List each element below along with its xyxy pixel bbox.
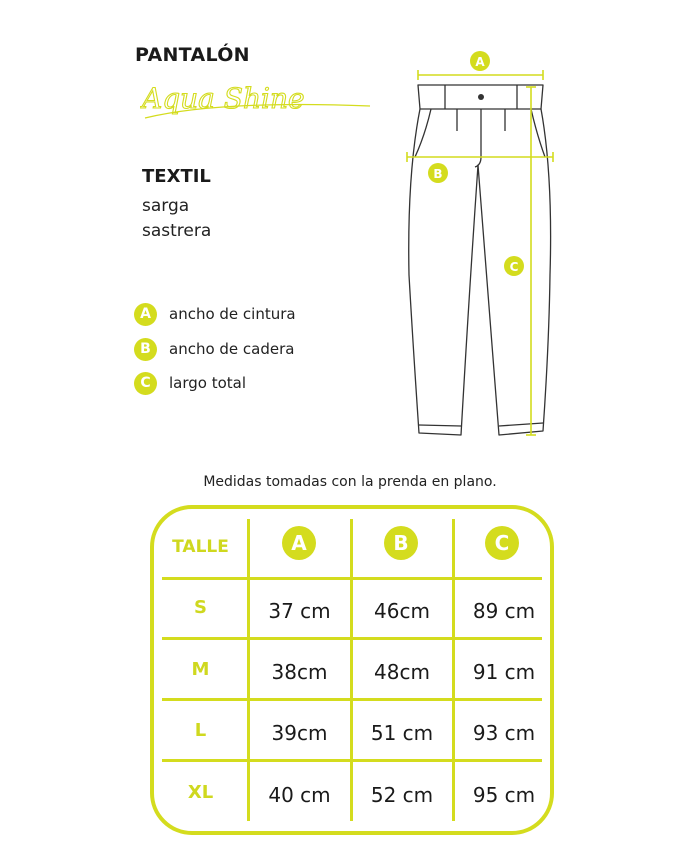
cell-m-b: 48cm <box>374 660 430 684</box>
legend-label-b: ancho de cadera <box>169 340 295 358</box>
cell-s-b: 46cm <box>374 599 430 623</box>
cell-l-b: 51 cm <box>370 721 434 745</box>
button-icon <box>478 94 484 100</box>
measure-marker-a <box>470 51 490 71</box>
size-label-l: L <box>194 720 207 741</box>
table-header-c: C <box>485 526 519 560</box>
cell-xl-c: 95 cm <box>472 783 536 807</box>
size-label-xl: XL <box>187 782 214 803</box>
cell-l-a: 39cm <box>271 721 328 745</box>
legend-item-a <box>134 302 296 326</box>
badge-a: A <box>134 303 157 326</box>
measurement-note: Medidas tomadas con la prenda en plano. <box>203 474 497 490</box>
cell-m-a: 38cm <box>271 660 328 684</box>
pants-diagram <box>395 45 565 445</box>
badge-b: B <box>134 338 157 361</box>
legend-label-c: largo total <box>169 374 247 392</box>
svg-text:C: C <box>509 260 519 274</box>
fabric-heading: TEXTIL <box>142 166 211 187</box>
legend-label-a: ancho de cintura <box>169 305 296 323</box>
size-label-s: S <box>194 597 207 618</box>
measure-lines <box>407 70 553 435</box>
svg-text:B: B <box>433 167 443 181</box>
cell-l-c: 93 cm <box>472 721 536 745</box>
svg-text:A: A <box>475 55 485 69</box>
legend-item-c <box>134 371 246 395</box>
table-header-b: B <box>384 526 418 560</box>
fabric-line-1: sarga <box>142 196 190 216</box>
cell-xl-a: 40 cm <box>268 783 331 807</box>
legend-item-b <box>134 337 294 361</box>
size-table <box>150 505 554 835</box>
cell-m-c: 91 cm <box>472 660 536 684</box>
size-label-m: M <box>191 659 210 680</box>
table-divider-h2 <box>162 637 542 640</box>
fabric-line-2: sastrera <box>142 221 212 241</box>
cell-xl-b: 52 cm <box>370 783 434 807</box>
badge-c: C <box>134 372 157 395</box>
table-divider-h3 <box>162 698 542 701</box>
cell-s-c: 89 cm <box>472 599 536 623</box>
svg-text:Aqua Shine: Aqua Shine <box>142 82 305 115</box>
table-header-a: A <box>282 526 316 560</box>
measure-marker-c <box>504 256 524 276</box>
product-title: PANTALÓN <box>135 44 250 66</box>
table-header-size: TALLE <box>172 537 229 557</box>
brand-logo <box>140 78 380 128</box>
pants-outline <box>409 85 551 435</box>
measure-marker-b <box>428 163 448 183</box>
cell-s-a: 37 cm <box>268 599 331 623</box>
table-divider-h1 <box>162 577 542 580</box>
table-divider-h4 <box>162 759 542 762</box>
